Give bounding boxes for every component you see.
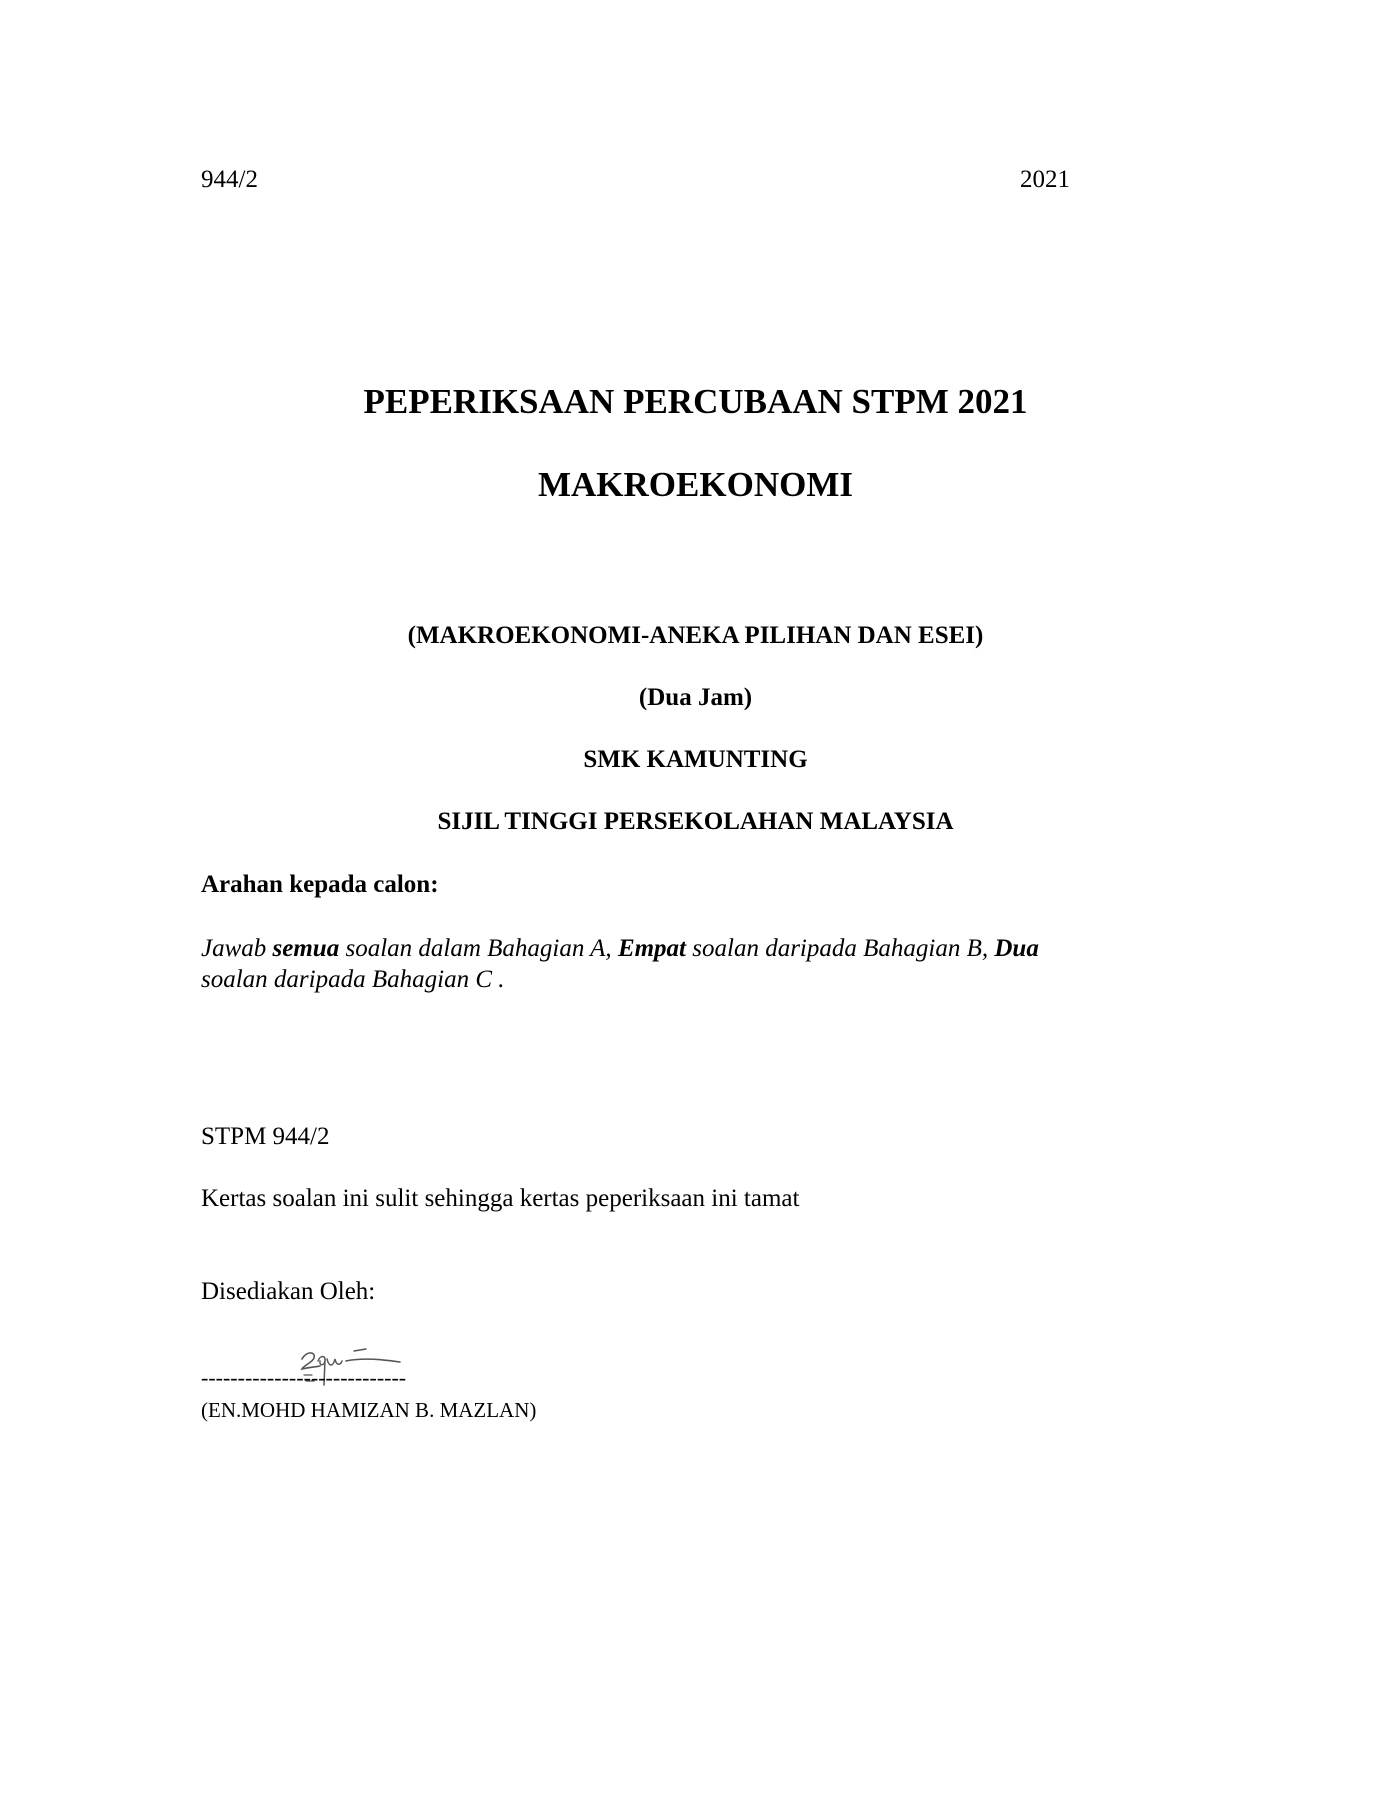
paper-code: 944/2 — [201, 166, 258, 193]
subject-title: MAKROEKONOMI — [538, 465, 853, 504]
duration: (Dua Jam) — [638, 684, 753, 711]
signature-line: ---------------------------- — [201, 1365, 407, 1390]
paper-type: (MAKROEKONOMI-ANEKA PILIHAN DAN ESEI) — [407, 622, 984, 649]
instructions-heading: Arahan kepada calon: — [201, 871, 439, 898]
instr-bold-3: Dua — [994, 935, 1039, 962]
stpm-code: STPM 944/2 — [201, 1123, 330, 1150]
school-name: SMK KAMUNTING — [583, 746, 808, 773]
instr-bold-2: Empat — [617, 935, 687, 962]
prepared-by-label: Disediakan Oleh: — [201, 1278, 376, 1305]
certificate-name: SIJIL TINGGI PERSEKOLAHAN MALAYSIA — [437, 808, 954, 835]
paper-year: 2021 — [1020, 166, 1070, 193]
exam-title: PEPERIKSAAN PERCUBAAN STPM 2021 — [363, 382, 1028, 421]
instructions-text — [201, 933, 1161, 995]
instr-part-4: soalan daripada Bahagian C . — [201, 966, 505, 993]
signer-name: (EN.MOHD HAMIZAN B. MAZLAN) — [201, 1398, 537, 1422]
confidential-notice: Kertas soalan ini sulit sehingga kertas peperiksaan ini tamat — [201, 1185, 800, 1212]
instr-part-3: soalan daripada Bahagian B, — [686, 935, 995, 962]
instr-part-1: Jawab — [201, 935, 273, 962]
instr-part-2: soalan dalam Bahagian A, — [339, 935, 618, 962]
instr-bold-1: semua — [272, 935, 340, 962]
